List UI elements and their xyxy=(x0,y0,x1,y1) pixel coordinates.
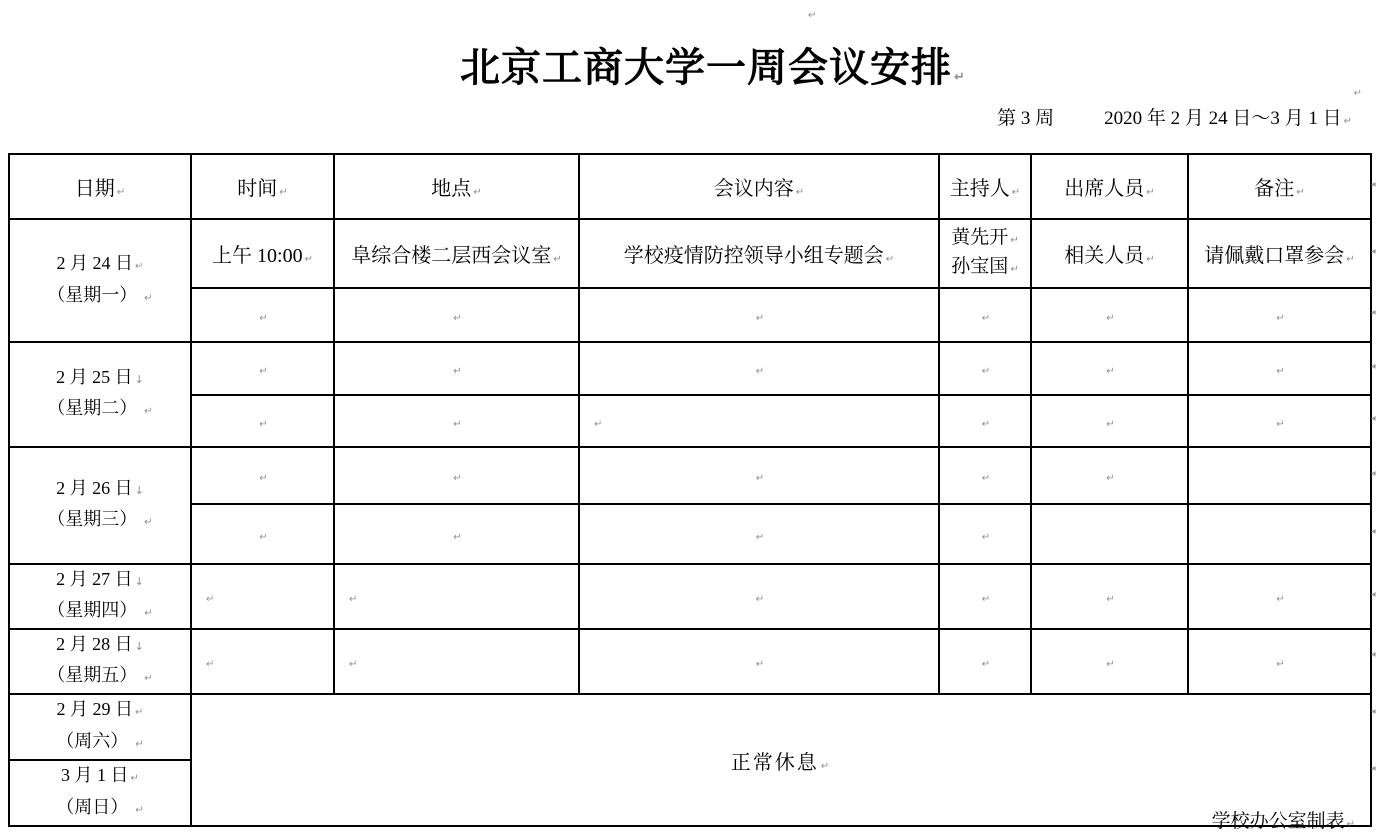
row-end-mark-icon: ◀ xyxy=(1371,469,1376,477)
table-row xyxy=(9,219,1371,288)
table-row xyxy=(9,447,1371,504)
host-name: 黄先开 xyxy=(951,226,1009,248)
empty-cell xyxy=(1031,504,1188,564)
pilcrow-mark-icon: ↵ xyxy=(981,594,991,605)
pilcrow-mark-icon: ↵ xyxy=(279,187,288,198)
table-row xyxy=(9,629,1371,694)
pilcrow-mark-icon: ↵ xyxy=(453,473,462,484)
date-line xyxy=(12,630,188,661)
date-line xyxy=(12,249,188,281)
schedule-cell xyxy=(334,219,579,288)
weekday-text: （周六） xyxy=(56,731,129,751)
pilcrow-mark-icon: ↵ xyxy=(755,659,765,670)
date-cell xyxy=(9,342,191,447)
pilcrow-mark-icon: ↵ xyxy=(1106,312,1115,324)
table-row xyxy=(9,504,1371,564)
pilcrow-mark-icon: ↵ xyxy=(259,312,268,324)
empty-cell xyxy=(191,629,334,694)
column-header-label: 地点 xyxy=(431,178,472,200)
cell-text: 相关人员 xyxy=(1064,245,1145,267)
weekday-text: （星期二） xyxy=(47,398,138,418)
weekday-line xyxy=(12,505,188,537)
host-name: 孙宝国 xyxy=(951,255,1009,277)
pilcrow-mark-icon: ↵ xyxy=(144,673,153,684)
pilcrow-mark-icon: ↵ xyxy=(1276,594,1285,605)
empty-cell xyxy=(1188,288,1371,342)
table-row xyxy=(9,564,1371,629)
pilcrow-mark-icon: ↵ xyxy=(1276,312,1285,324)
pilcrow-mark-icon: ↵ xyxy=(795,187,805,198)
linebreak-mark-icon: ↓ xyxy=(134,575,144,588)
pilcrow-mark-icon: ↵ xyxy=(820,760,832,772)
empty-cell xyxy=(579,564,939,629)
empty-cell xyxy=(191,288,334,342)
empty-cell xyxy=(579,342,939,395)
empty-cell xyxy=(1031,447,1188,504)
row-end-mark-icon: ◀ xyxy=(1371,528,1376,535)
pilcrow-mark-icon: ↵ xyxy=(206,659,215,670)
pilcrow-mark-icon: ↵ xyxy=(453,366,462,377)
row-end-mark-icon: ◀ xyxy=(1371,247,1376,255)
column-header xyxy=(1031,154,1188,219)
host-cell xyxy=(939,219,1031,288)
pilcrow-mark-icon: ↵ xyxy=(304,254,313,265)
footer-credit-text: 学校办公室制表 xyxy=(1211,811,1345,832)
empty-cell xyxy=(939,564,1031,629)
pilcrow-mark-icon: ↵ xyxy=(1346,254,1355,265)
pilcrow-mark-icon: ↵ xyxy=(553,254,562,265)
column-header-label: 主持人 xyxy=(949,178,1010,200)
row-end-mark-icon: ◀ xyxy=(1371,590,1376,598)
column-header xyxy=(191,154,334,219)
empty-cell xyxy=(1188,447,1371,504)
empty-cell xyxy=(579,629,939,694)
empty-cell xyxy=(1188,629,1371,694)
pilcrow-mark-icon: ↵ xyxy=(135,707,144,718)
schedule-cell xyxy=(191,219,334,288)
empty-cell xyxy=(334,564,579,629)
table-row xyxy=(9,342,1371,395)
pilcrow-mark-icon: ↵ xyxy=(259,366,268,377)
host-line xyxy=(940,254,1030,283)
empty-cell xyxy=(1188,564,1371,629)
pilcrow-mark-icon: ↵ xyxy=(130,773,139,784)
pilcrow-mark-icon: ↵ xyxy=(259,418,268,430)
week-number: 第 3 周 xyxy=(997,108,1055,129)
row-end-mark-icon: ◀ xyxy=(1371,650,1376,658)
weekday-text: （星期三） xyxy=(47,509,138,529)
pilcrow-mark-icon: ↵ xyxy=(135,805,144,816)
date-text: 2 月 24 日 xyxy=(56,252,134,273)
empty-cell xyxy=(1031,629,1188,694)
pilcrow-mark-icon: ↵ xyxy=(981,531,991,543)
pilcrow-mark-icon: ↵ xyxy=(116,187,126,198)
weekday-line xyxy=(12,793,188,825)
empty-cell xyxy=(191,447,334,504)
empty-cell xyxy=(191,564,334,629)
pilcrow-mark-icon: ↵ xyxy=(473,187,482,198)
empty-cell xyxy=(334,447,579,504)
pilcrow-mark-icon: ↵ xyxy=(349,594,358,605)
empty-cell xyxy=(191,504,334,564)
pilcrow-mark-icon: ↵ xyxy=(453,418,462,430)
schedule-table xyxy=(8,153,1372,827)
weekday-text: （星期四） xyxy=(47,600,138,620)
merged-rest-cell xyxy=(191,694,1371,826)
empty-cell xyxy=(939,395,1031,447)
empty-cell xyxy=(191,342,334,395)
cell-text: 请佩戴口罩参会 xyxy=(1204,245,1345,267)
schedule-cell xyxy=(1188,219,1371,288)
date-cell xyxy=(9,760,191,826)
host-line xyxy=(940,225,1030,254)
date-text: 2 月 27 日 xyxy=(56,569,133,589)
pilcrow-mark-icon: ↵ xyxy=(144,406,153,417)
pilcrow-mark-icon: ↵ xyxy=(259,473,268,484)
pilcrow-icon: ↵ xyxy=(1353,88,1362,99)
pilcrow-mark-icon: ↵ xyxy=(453,531,462,543)
empty-cell xyxy=(191,395,334,447)
column-header-label: 日期 xyxy=(74,178,115,200)
pilcrow-mark-icon: ↵ xyxy=(144,517,153,528)
weekday-text: （星期五） xyxy=(47,665,138,685)
pilcrow-mark-icon: ↵ xyxy=(981,418,991,430)
date-line xyxy=(12,474,188,505)
date-line xyxy=(12,695,188,727)
column-header xyxy=(939,154,1031,219)
weekday-line xyxy=(12,661,188,693)
pilcrow-mark-icon: ↵ xyxy=(755,473,765,484)
row-end-mark-icon: ◀ xyxy=(1371,765,1376,772)
column-header-label: 时间 xyxy=(237,178,278,200)
pilcrow-mark-icon: ↵ xyxy=(981,312,991,324)
row-end-mark-icon: ◀ xyxy=(1371,415,1376,422)
date-text: 3 月 1 日 xyxy=(61,765,129,785)
date-line xyxy=(12,761,188,793)
pilcrow-mark-icon: ↵ xyxy=(755,594,765,605)
pilcrow-mark-icon: ↵ xyxy=(1106,366,1115,377)
empty-cell xyxy=(334,395,579,447)
column-header-label: 会议内容 xyxy=(713,178,794,200)
pilcrow-mark-icon: ↵ xyxy=(1146,187,1155,198)
page-title xyxy=(0,36,1378,93)
pilcrow-mark-icon: ↵ xyxy=(1106,659,1115,670)
table-row xyxy=(9,694,1371,760)
cell-text: 阜综合楼二层西会议室 xyxy=(351,245,552,267)
row-end-mark-icon: ◀ xyxy=(1371,362,1376,370)
date-cell xyxy=(9,447,191,564)
pilcrow-icon: ↵ xyxy=(808,10,817,21)
pilcrow-mark-icon: ↵ xyxy=(755,312,765,324)
weekday-text: （星期一） xyxy=(47,284,138,305)
empty-cell xyxy=(939,629,1031,694)
pilcrow-mark-icon: ↵ xyxy=(885,254,895,265)
weekday-line xyxy=(12,596,188,628)
footer-credit xyxy=(1212,806,1355,833)
pilcrow-mark-icon: ↵ xyxy=(981,473,991,484)
date-text: 2 月 28 日 xyxy=(56,634,133,654)
empty-cell xyxy=(579,288,939,342)
date-text: 2 月 29 日 xyxy=(56,699,134,719)
column-header xyxy=(9,154,191,219)
pilcrow-mark-icon: ↵ xyxy=(1106,418,1115,430)
column-header-label: 备注 xyxy=(1254,178,1295,200)
table-row xyxy=(9,288,1371,342)
empty-cell xyxy=(1188,504,1371,564)
header-row xyxy=(9,154,1371,219)
pilcrow-mark-icon: ↵ xyxy=(135,260,144,272)
pilcrow-mark-icon: ↵ xyxy=(144,608,153,619)
empty-cell xyxy=(1031,564,1188,629)
pilcrow-mark-icon: ↵ xyxy=(259,531,268,543)
pilcrow-mark-icon: ↵ xyxy=(755,366,765,377)
pilcrow-mark-icon: ↵ xyxy=(453,312,462,324)
empty-cell xyxy=(1188,342,1371,395)
empty-cell xyxy=(334,288,579,342)
empty-cell xyxy=(579,395,939,447)
row-end-mark-icon: ◀ xyxy=(1371,180,1376,188)
pilcrow-mark-icon: ↵ xyxy=(1296,187,1305,198)
subtitle xyxy=(997,103,1352,130)
cell-text: 学校疫情防控领导小组专题会 xyxy=(623,245,884,267)
pilcrow-mark-icon: ↵ xyxy=(1276,418,1285,430)
pilcrow-mark-icon: ↵ xyxy=(594,418,603,430)
schedule-cell xyxy=(1031,219,1188,288)
row-end-mark-icon: ◀ xyxy=(1371,707,1376,715)
weekday-line xyxy=(12,727,188,759)
date-cell xyxy=(9,629,191,694)
empty-cell xyxy=(1031,395,1188,447)
empty-cell xyxy=(1188,395,1371,447)
empty-cell xyxy=(939,504,1031,564)
empty-cell xyxy=(579,504,939,564)
pilcrow-icon: ↵ xyxy=(1346,819,1355,830)
pilcrow-mark-icon: ↵ xyxy=(1011,187,1021,198)
empty-cell xyxy=(334,342,579,395)
date-cell xyxy=(9,564,191,629)
column-header-label: 出席人员 xyxy=(1064,178,1145,200)
empty-cell xyxy=(1031,342,1188,395)
empty-cell xyxy=(1031,288,1188,342)
empty-cell xyxy=(939,288,1031,342)
pilcrow-mark-icon: ↵ xyxy=(144,292,153,304)
linebreak-mark-icon: ↓ xyxy=(134,640,144,653)
pilcrow-icon: ↵ xyxy=(1343,116,1352,127)
page-title-text: 北京工商大学一周会议安排 xyxy=(460,46,953,90)
column-header xyxy=(1188,154,1371,219)
linebreak-mark-icon: ↓ xyxy=(134,373,144,386)
date-text: 2 月 25 日 xyxy=(56,367,133,387)
date-range: 2020 年 2 月 24 日～3 月 1 日 xyxy=(1104,108,1342,129)
date-cell xyxy=(9,219,191,342)
pilcrow-mark-icon: ↵ xyxy=(981,366,991,377)
pilcrow-mark-icon: ↵ xyxy=(135,739,144,750)
row-end-mark-icon: ◀ xyxy=(1371,309,1376,316)
pilcrow-mark-icon: ↵ xyxy=(755,531,765,543)
pilcrow-mark-icon: ↵ xyxy=(1010,263,1019,275)
pilcrow-mark-icon: ↵ xyxy=(1010,234,1019,246)
date-line xyxy=(12,565,188,596)
pilcrow-mark-icon: ↵ xyxy=(981,659,991,670)
weekday-text: （周日） xyxy=(56,797,129,817)
linebreak-mark-icon: ↓ xyxy=(134,484,144,497)
pilcrow-mark-icon: ↵ xyxy=(1106,473,1115,484)
weekday-line xyxy=(12,281,188,313)
cell-text: 上午 10:00 xyxy=(212,245,303,267)
pilcrow-mark-icon: ↵ xyxy=(1106,594,1115,605)
pilcrow-mark-icon: ↵ xyxy=(206,594,215,605)
empty-cell xyxy=(579,447,939,504)
date-text: 2 月 26 日 xyxy=(56,478,133,498)
empty-cell xyxy=(334,629,579,694)
date-line xyxy=(12,363,188,394)
column-header xyxy=(334,154,579,219)
empty-cell xyxy=(939,342,1031,395)
pilcrow-mark-icon: ↵ xyxy=(1276,659,1285,670)
pilcrow-mark-icon: ↵ xyxy=(1276,366,1285,377)
pilcrow-mark-icon: ↵ xyxy=(349,659,358,670)
pilcrow-icon: ↵ xyxy=(954,70,966,85)
schedule-cell xyxy=(579,219,939,288)
empty-cell xyxy=(939,447,1031,504)
empty-cell xyxy=(334,504,579,564)
weekday-line xyxy=(12,394,188,426)
pilcrow-mark-icon: ↵ xyxy=(1146,254,1155,265)
rest-text: 正常休息 xyxy=(730,751,819,774)
date-cell xyxy=(9,694,191,760)
table-row xyxy=(9,395,1371,447)
column-header xyxy=(579,154,939,219)
